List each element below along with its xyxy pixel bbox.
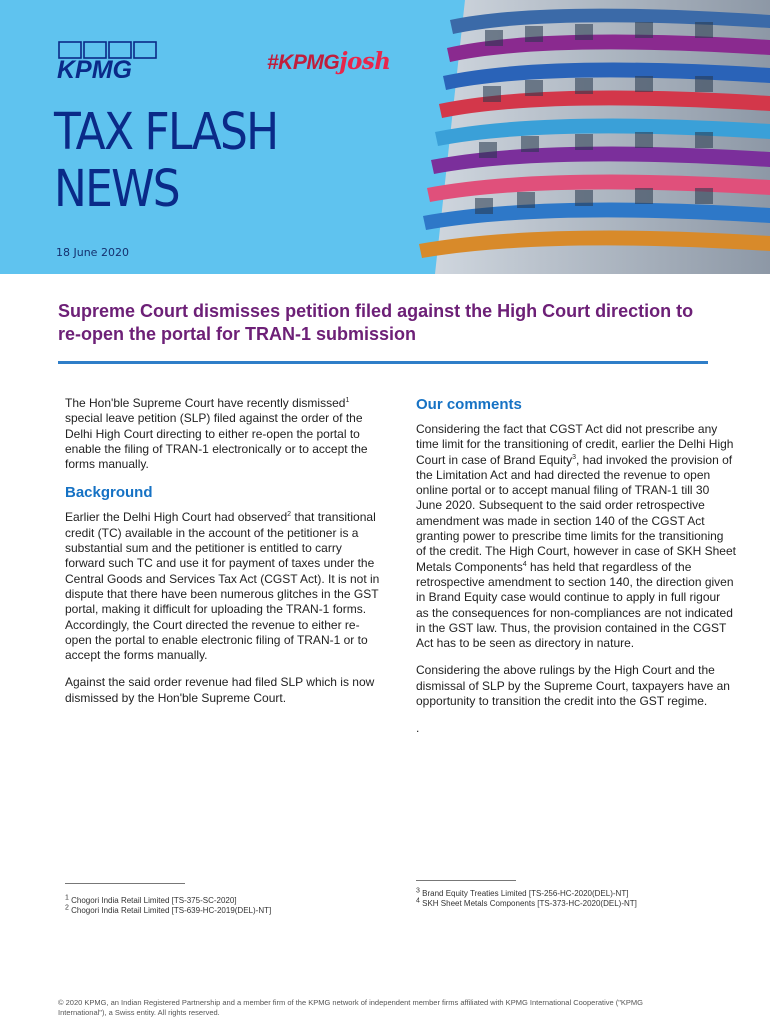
kpmg-logo <box>57 40 159 80</box>
footnotes-right <box>416 889 637 909</box>
headline-divider <box>58 361 708 364</box>
comments-paragraph-2: Considering the above rulings by the High Court and the dismissal of SLP by the Supreme Court, taxpayers have an opportunity to transition the credit into the GST regime. <box>416 663 730 709</box>
right-column <box>416 396 736 749</box>
footnote-3: $^3$ Brand Equity Treaties Limited [TS-256-HC-2020(DEL)-NT] <box>416 887 629 898</box>
comments-paragraph-3: . <box>416 721 420 736</box>
our-comments-heading: Our comments <box>416 396 522 413</box>
background-paragraph-1: Earlier the Delhi High Court had observed$^2$ that transitional credit (TC) available in the account of the petitioner is a substantial sum and the petitioner is entitled to carry forward such TC and use it for payment of taxes under the Central Goods and Services Tax Act (CGST Act). It is not in dispute that there have been numerous glitches in the GST portal, making it difficult for uploading the TRAN-1 forms. Accordingly, the Court directed the revenue to either re-open the portal to enable electronic filing of TRAN-1 or to accept the forms manually. <box>65 510 380 663</box>
footnote-rule-left <box>65 883 185 884</box>
background-heading: Background <box>65 484 153 502</box>
comments-paragraph-1: Considering the fact that CGST Act did not prescribe any time limit for the transitioning of credit, earlier the Delhi High Court in case of Brand Equity$^3$, had invoked the provision of the Limitation Act and had directed the revenue to open online portal or to accept manual filing of TRAN-1 till 30 June 2020. Subsequent to the said order retrospective amendment was made in section 140 of the CGST Act granting power to prescribe time limits for the transitioning of the credit. The High Court, however in case of SKH Sheet Metals Components$^4$ has held that regardless of the retrospective amendment to section 140, the direction given in Brand Equity case would continue to apply in full rigour as the consequences for non-compliances are not indicated in the GST law. Thus, the provision contained in the CGST Act has to be seen as directory in nature. <box>416 422 736 651</box>
tax-flash-news-title: TAX FLASH NEWS <box>54 103 278 219</box>
kpmg-josh-hashtag: #KPMGjosh <box>267 48 391 75</box>
footnote-1: $^1$ Chogori India Retail Limited [TS-375-SC-2020] <box>65 894 237 905</box>
article-headline: Supreme Court dismisses petition filed against the High Court direction to re-open the portal for TRAN-1 submission <box>58 301 694 344</box>
building-photo <box>395 0 770 274</box>
footnote-4: $^4$ SKH Sheet Metals Components [TS-373-HC-2020(DEL)-NT] <box>416 897 637 908</box>
footnotes-left <box>65 896 271 916</box>
intro-paragraph: The Hon'ble Supreme Court have recently dismissed$^1$ special leave petition (SLP) filed against the order of the Delhi High Court directing to either re-open the portal to enable the filing of TRAN-1 electronically or to accept the forms manually. <box>65 396 368 472</box>
footnote-2: $^2$ Chogori India Retail Limited [TS-639-HC-2019(DEL)-NT] <box>65 904 272 915</box>
left-column <box>65 396 385 718</box>
background-paragraph-2: Against the said order revenue had filed SLP which is now dismissed by the Hon'ble Supreme Court. <box>65 675 375 705</box>
publication-date: 18 June 2020 <box>56 246 129 259</box>
copyright-footer: © 2020 KPMG, an Indian Registered Partnership and a member firm of the KPMG network of independent member firms affiliated with KPMG International Cooperative ("KPMG International"), a Swiss entity. All rights reserved. <box>58 998 643 1017</box>
svg-text:KPMG: KPMG <box>57 56 132 80</box>
footnote-rule-right <box>416 880 516 881</box>
header-banner <box>0 0 770 274</box>
